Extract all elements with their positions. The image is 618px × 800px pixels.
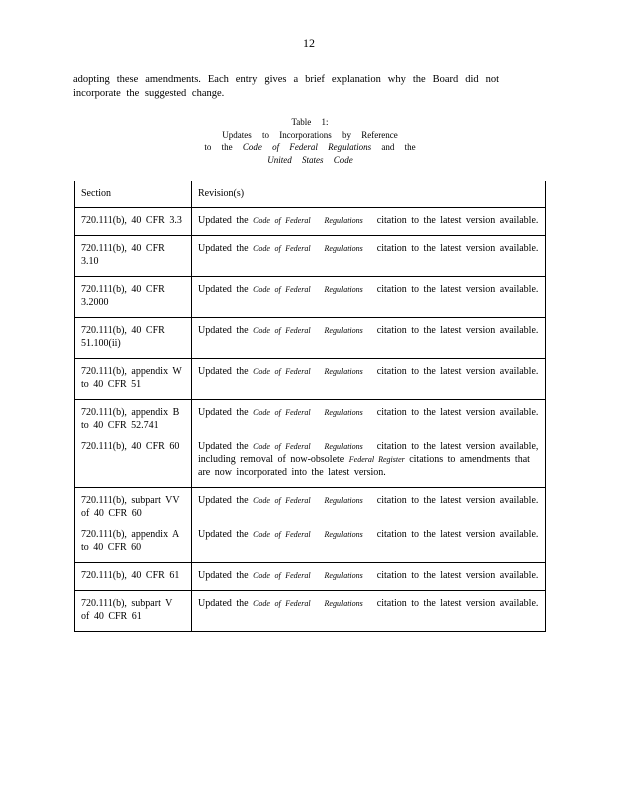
revision-code: Code <box>253 571 270 580</box>
revision-cell <box>192 432 546 488</box>
revision-of: of <box>274 216 281 225</box>
revision-code: Code <box>253 216 270 225</box>
revision-pre: Updated the <box>198 284 249 295</box>
revision-of: of <box>274 599 281 608</box>
revision-pre: Updated the <box>198 243 249 254</box>
table-caption <box>190 116 430 166</box>
revision-regulations: Regulations <box>324 571 363 580</box>
revision-regulations: Regulations <box>324 599 363 608</box>
revision-of: of <box>274 442 281 451</box>
revision-federal: Federal <box>285 530 311 539</box>
revision-federal: Federal <box>285 285 311 294</box>
header-revision: Revision(s) <box>192 181 546 208</box>
section-cell: 720.111(b), appendix B to 40 CFR 52.741 <box>75 400 192 433</box>
caption-cfr-line <box>190 141 430 154</box>
section-cell: 720.111(b), 40 CFR 51.100(ii) <box>75 318 192 359</box>
revision-regulations: Regulations <box>324 216 363 225</box>
revision-pre: Updated the <box>198 441 249 452</box>
revision-of: of <box>274 326 281 335</box>
table-row <box>75 520 546 563</box>
caption-and-the: and the <box>381 142 416 152</box>
revision-pre: Updated the <box>198 570 249 581</box>
table-row <box>75 208 546 236</box>
revision-pre: Updated the <box>198 366 249 377</box>
revision-post: citation to the latest version available. <box>376 598 539 609</box>
revision-of: of <box>274 367 281 376</box>
revision-pre: Updated the <box>198 215 249 226</box>
revision-special-post: citations to amendments that are now incorporated into the latest version. <box>198 454 530 478</box>
table-row <box>75 236 546 277</box>
revision-cell <box>192 520 546 563</box>
revision-code: Code <box>253 530 270 539</box>
revision-cell <box>192 236 546 277</box>
table-row <box>75 488 546 521</box>
page-number: 12 <box>303 36 315 50</box>
table-header-row <box>75 181 546 208</box>
section-cell: 720.111(b), subpart VV of 40 CFR 60 <box>75 488 192 521</box>
header-section: Section <box>75 181 192 208</box>
revision-federal: Federal <box>285 571 311 580</box>
revision-of: of <box>274 285 281 294</box>
revision-post: citation to the latest version available. <box>376 529 539 540</box>
revision-cell <box>192 359 546 400</box>
caption-of-federal-regulations: of Federal Regulations <box>272 142 372 152</box>
revision-regulations: Regulations <box>324 442 363 451</box>
revision-regulations: Regulations <box>324 408 363 417</box>
table-row <box>75 563 546 591</box>
revision-code: Code <box>253 408 270 417</box>
table-row <box>75 277 546 318</box>
revision-cell <box>192 563 546 591</box>
table-row <box>75 359 546 400</box>
section-cell: 720.111(b), 40 CFR 3.3 <box>75 208 192 236</box>
revision-code: Code <box>253 442 270 451</box>
updates-table <box>74 181 546 632</box>
revision-cell <box>192 488 546 521</box>
revision-of: of <box>274 496 281 505</box>
revision-federal: Federal <box>285 367 311 376</box>
section-cell: 720.111(b), subpart V of 40 CFR 61 <box>75 591 192 632</box>
revision-code: Code <box>253 599 270 608</box>
revision-federal: Federal <box>285 326 311 335</box>
revision-post: citation to the latest version available. <box>376 407 539 418</box>
caption-to-the: to the <box>204 142 233 152</box>
revision-pre: Updated the <box>198 529 249 540</box>
revision-pre: Updated the <box>198 407 249 418</box>
revision-federal: Federal <box>285 442 311 451</box>
caption-table-number: Table 1: <box>291 117 329 127</box>
revision-regulations: Regulations <box>324 326 363 335</box>
revision-federal: Federal <box>285 599 311 608</box>
section-cell: 720.111(b), appendix W to 40 CFR 51 <box>75 359 192 400</box>
revision-regulations: Regulations <box>324 367 363 376</box>
section-cell: 720.111(b), 40 CFR 3.10 <box>75 236 192 277</box>
section-cell: 720.111(b), 40 CFR 3.2000 <box>75 277 192 318</box>
revision-post: citation to the latest version available. <box>376 495 539 506</box>
table-row <box>75 400 546 433</box>
revision-regulations: Regulations <box>324 530 363 539</box>
revision-regulations: Regulations <box>324 285 363 294</box>
revision-of: of <box>274 244 281 253</box>
caption-code: Code <box>242 142 262 152</box>
revision-pre: Updated the <box>198 495 249 506</box>
revision-cell <box>192 318 546 359</box>
intro-paragraph: adopting these amendments. Each entry gives a brief explanation why the Board did not incorporate the suggested change. <box>73 74 499 99</box>
revision-post: citation to the latest version available. <box>376 284 539 295</box>
revision-federal: Federal <box>285 496 311 505</box>
revision-code: Code <box>253 244 270 253</box>
revision-post: citation to the latest version available. <box>376 215 539 226</box>
section-cell: 720.111(b), 40 CFR 61 <box>75 563 192 591</box>
table-row <box>75 318 546 359</box>
revision-pre: Updated the <box>198 325 249 336</box>
revision-post: citation to the latest version available. <box>376 366 539 377</box>
revision-cell <box>192 591 546 632</box>
revision-cell <box>192 400 546 433</box>
revision-federal: Federal <box>285 216 311 225</box>
table-row <box>75 591 546 632</box>
caption-title-line: Updates to Incorporations by Reference <box>222 129 398 140</box>
revision-code: Code <box>253 367 270 376</box>
caption-usc-line <box>190 154 430 167</box>
section-cell: 720.111(b), 40 CFR 60 <box>75 432 192 488</box>
revision-post: citation to the latest version available. <box>376 243 539 254</box>
revision-code: Code <box>253 326 270 335</box>
revision-of: of <box>274 408 281 417</box>
revision-cell <box>192 277 546 318</box>
revision-post: citation to the latest version available. <box>376 325 539 336</box>
revision-pre: Updated the <box>198 598 249 609</box>
revision-federal-register: Federal Register <box>348 455 405 464</box>
section-cell: 720.111(b), appendix A to 40 CFR 60 <box>75 520 192 563</box>
revision-of: of <box>274 571 281 580</box>
revision-federal: Federal <box>285 408 311 417</box>
revision-code: Code <box>253 496 270 505</box>
caption-united-states-code: United States Code <box>267 154 353 165</box>
revision-code: Code <box>253 285 270 294</box>
revision-of: of <box>274 530 281 539</box>
revision-federal: Federal <box>285 244 311 253</box>
table-row <box>75 432 546 488</box>
revision-special-pre: citation to the latest version available, including removal of now-obsolete <box>198 441 539 465</box>
revision-cell <box>192 208 546 236</box>
revision-regulations: Regulations <box>324 496 363 505</box>
revision-post: citation to the latest version available. <box>376 570 539 581</box>
revision-regulations: Regulations <box>324 244 363 253</box>
